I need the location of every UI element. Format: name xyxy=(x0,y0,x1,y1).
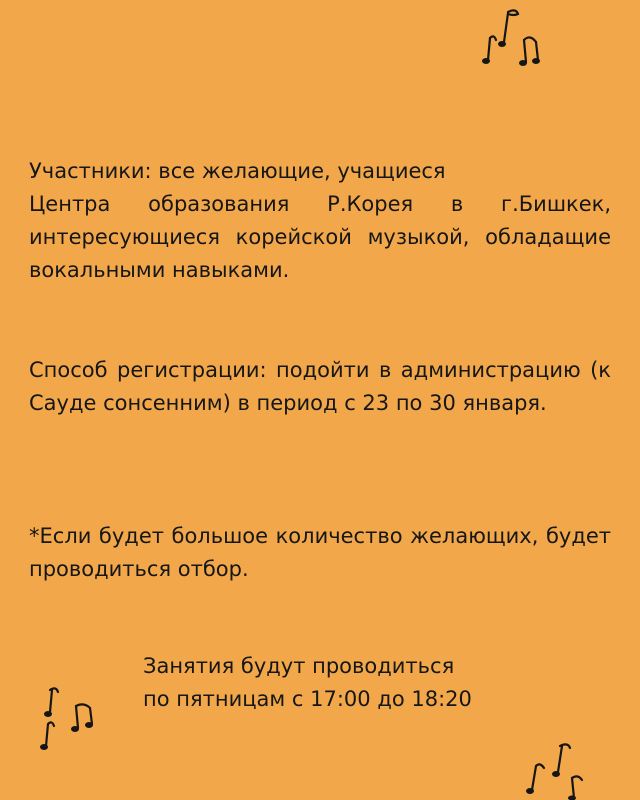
schedule-line-2: по пятницам с 17:00 до 18:20 xyxy=(143,687,472,711)
schedule-line-1: Занятия будут проводиться xyxy=(143,654,455,678)
music-notes-icon xyxy=(520,736,590,800)
registration-paragraph: Способ регистрации: подойти в администрацию (к Сауде сонсенним) в период с 23 по 30 января. xyxy=(29,358,611,415)
participants-line-1: Участники: все желающие, учащиеся xyxy=(29,159,446,183)
music-notes-icon xyxy=(478,4,548,68)
schedule-block xyxy=(143,650,563,716)
participants-line-2: Центра образования Р.Корея в г.Бишкек, интересующиеся корейской музыкой, обладащие вокальными навыками. xyxy=(29,192,611,282)
participants-paragraph xyxy=(29,155,611,287)
selection-paragraph: *Если будет большое количество желающих, будет проводиться отбор. xyxy=(29,524,611,581)
music-notes-icon xyxy=(36,684,106,754)
